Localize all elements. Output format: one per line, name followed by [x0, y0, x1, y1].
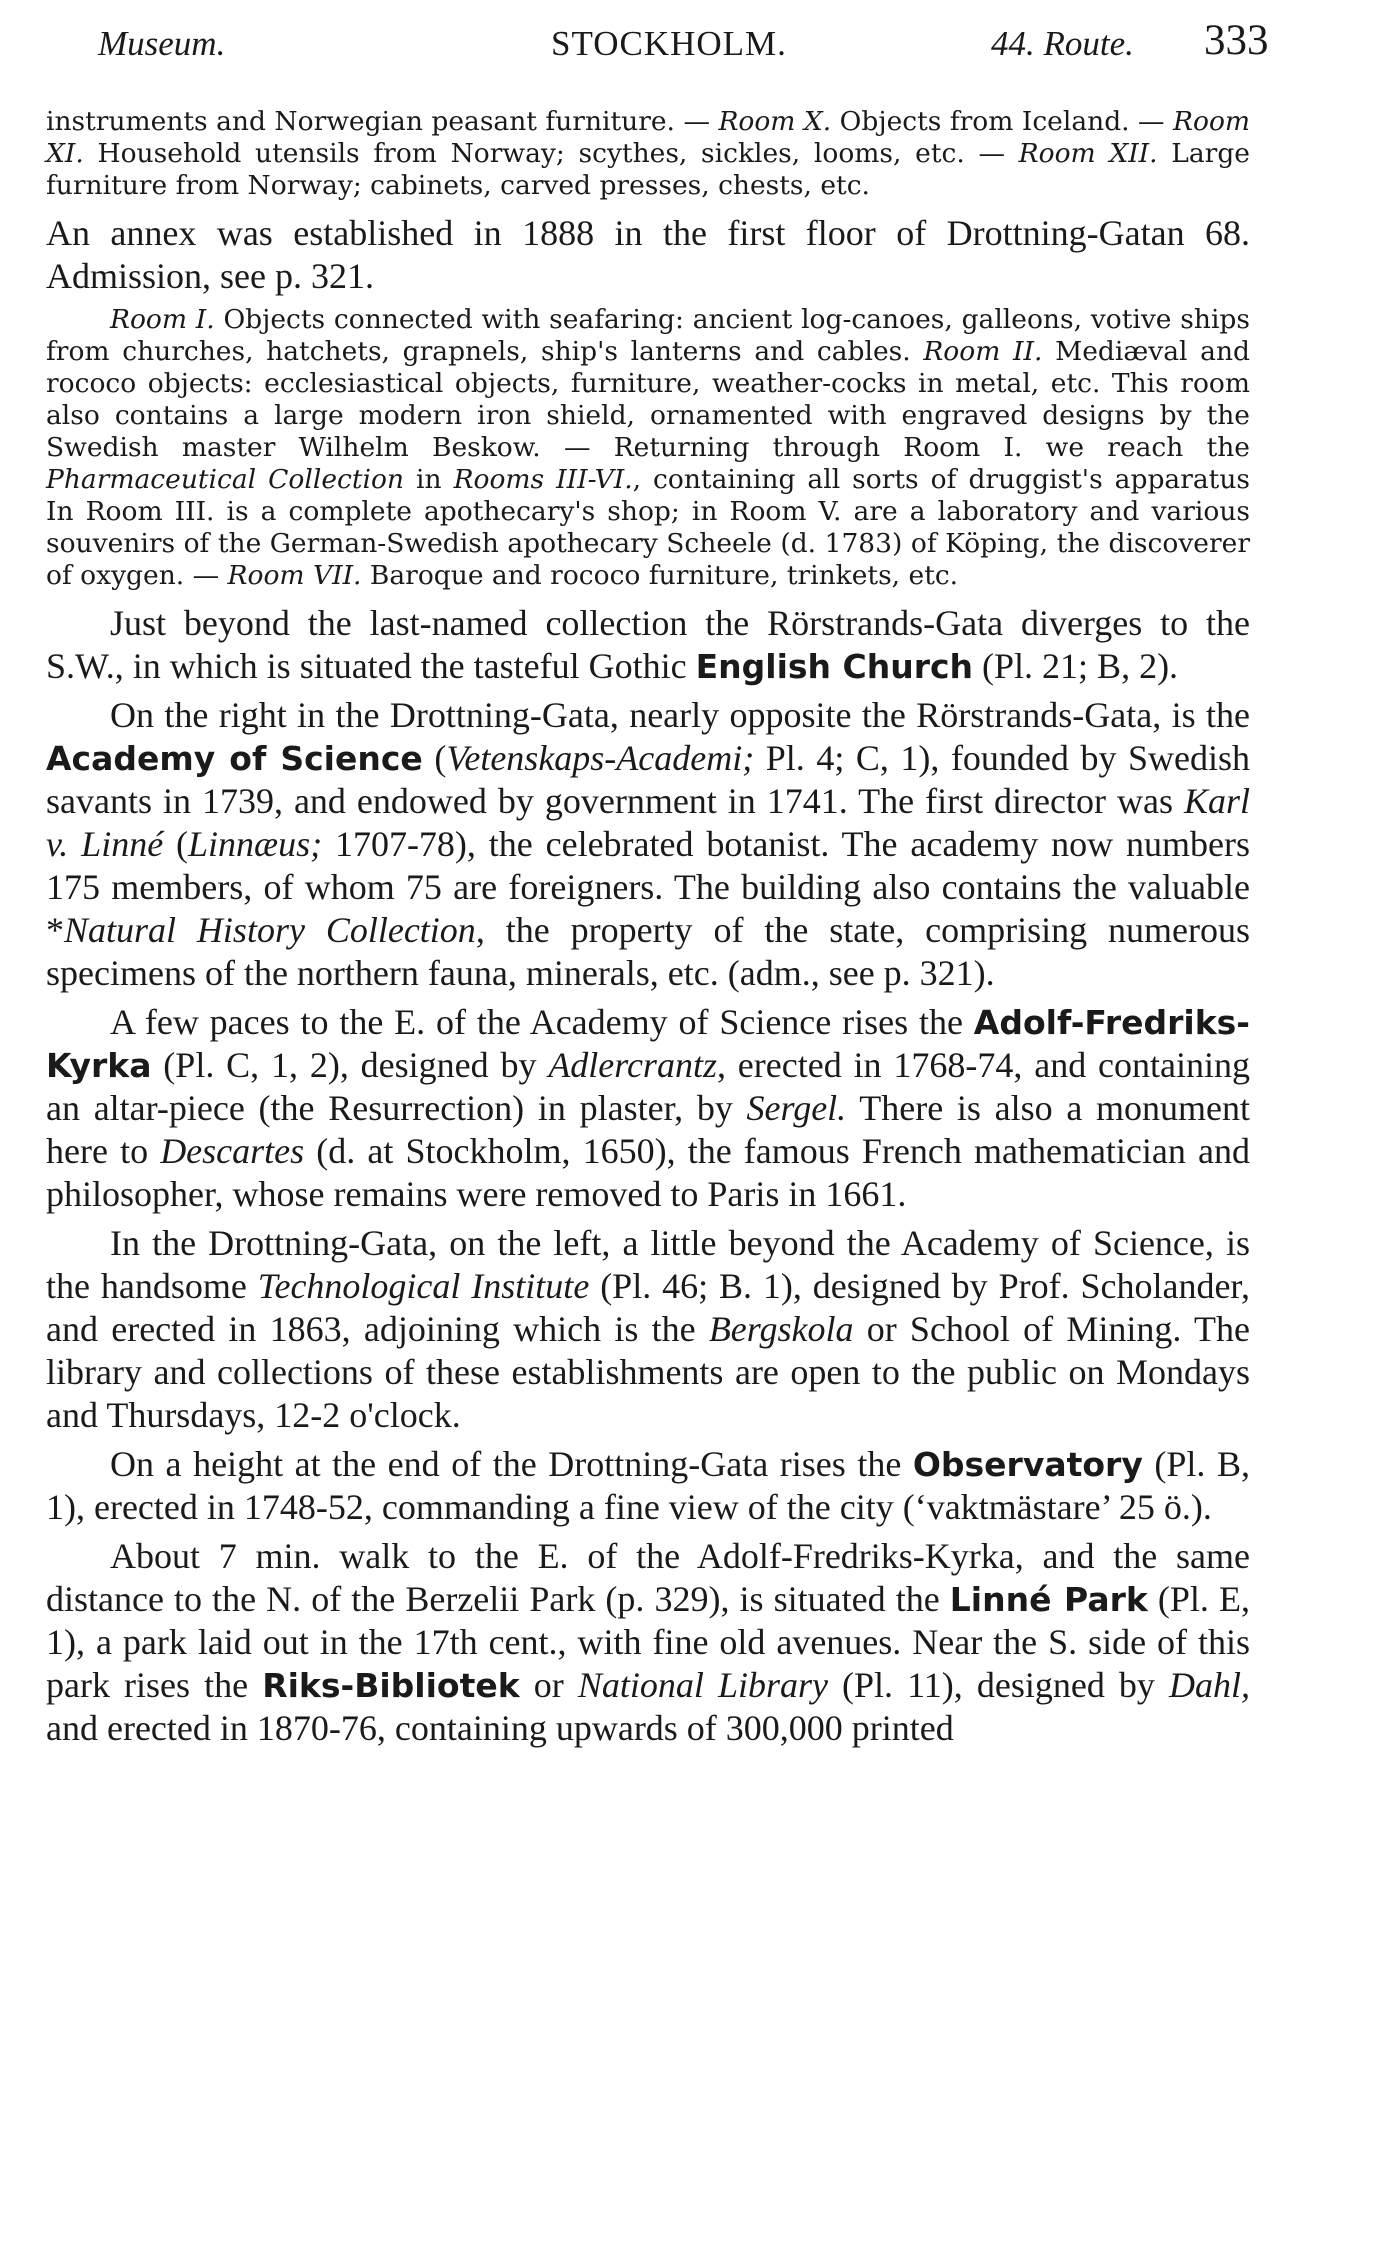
text-run: Large furniture from Norway; cabinets, carved presses, chests, etc. [46, 138, 1250, 201]
text-run: ( [163, 824, 189, 864]
institution-name: National Library [577, 1665, 828, 1705]
text-run: 1707-78), the celebrated botanist. The academy now numbers 175 members, of whom 75 are foreigners. The building also contains the valuable * [46, 824, 1250, 950]
text-run: Just beyond the last-named collection the Rörstrands-Gata diverges to the S.W., in which is situated the tasteful Gothic [46, 603, 1250, 686]
text-run: instruments and Norwegian peasant furniture. — [46, 106, 719, 137]
text-run: Mediæval and rococo objects: ecclesiastical objects, furniture, weather-cocks in metal, etc. This room also contains a large modern iron shield, ornamented with engraved designs by the Swedish master Wilhelm Beskow. — Returning through Room I. we reach the [46, 336, 1250, 463]
text-run: An annex was established in 1888 in the first floor of Drottning-Gatan 68. Admission, see p. 321. [46, 213, 1250, 296]
person-name: Linnæus; [188, 824, 323, 864]
header-route: 44. Route. [991, 24, 1134, 63]
text-run: , containing all sorts of druggist's apparatus In Room III. is a complete apothecary's shop; in Room V. are a laboratory and various souvenirs of the German-Swedish apothecary Scheele (d. 1783) of Köping, the discoverer of oxygen. — [46, 464, 1250, 591]
landmark-name: Riks-Bibliotek [262, 1666, 520, 1705]
paragraph-annex [46, 212, 1250, 298]
text-run: (Pl. 11), designed by [827, 1665, 1169, 1705]
text-run: or School of Mining. The library and collections of these establishments are open to the public on Mondays and Thursdays, 12-2 o'clock. [46, 1309, 1250, 1435]
paragraph-linne-park [46, 1535, 1250, 1750]
text-run: (Pl. 21; B, 2). [973, 646, 1179, 686]
header-section-title: Museum. [98, 24, 226, 63]
person-name: Karl v. Linné [46, 781, 1250, 864]
room-label: Rooms III-VI. [453, 464, 633, 495]
room-label: Room II. [923, 336, 1043, 367]
text-run: , the property of the state, comprising numerous specimens of the northern fauna, minerals, etc. (adm., see p. 321). [46, 910, 1250, 993]
landmark-name: Observatory [912, 1445, 1143, 1484]
header-city-title: STOCKHOLM. [551, 24, 787, 63]
text-run: Baroque and rococo furniture, trinkets, etc. [361, 560, 959, 591]
text-run: On the right in the Drottning-Gata, nearly opposite the Rörstrands-Gata, is the [110, 695, 1250, 735]
text-run: (d. at Stockholm, 1650), the famous French mathematician and philosopher, whose remains were removed to Paris in 1661. [46, 1131, 1250, 1214]
institution-name: Technological Institute [257, 1266, 590, 1306]
text-run: or [519, 1665, 578, 1705]
person-name: Dahl, [1169, 1665, 1250, 1705]
paragraph-technological-institute [46, 1222, 1250, 1437]
book-page [0, 10, 1400, 2266]
room-label: Room XII. [1018, 138, 1158, 169]
collection-name: Pharmaceutical Collection [46, 464, 404, 495]
paragraph-academy-of-science [46, 694, 1250, 995]
text-run: There is also a monument here to [46, 1088, 1251, 1171]
text-run: (Pl. B, 1), erected in 1748-52, commanding a fine view of the city (‘vaktmästare’ 25 ö.). [46, 1444, 1250, 1527]
text-run: (Pl. E, 1), a park laid out in the 17th cent., with fine old avenues. Near the S. side of this park rises the [46, 1579, 1250, 1705]
text-run: Objects connected with seafaring: ancient log-canoes, galleons, votive ships from churches, hatchets, grapnels, ship's lanterns and cables. [46, 304, 1250, 367]
text-run: ( [422, 738, 447, 778]
text-run: Household utensils from Norway; scythes, sickles, looms, etc. — [83, 138, 1019, 169]
person-name: Descartes [160, 1131, 305, 1171]
collection-name: Natural History Collection [64, 910, 476, 950]
text-run: , erected in 1768-74, and containing an altar-piece (the Resurrection) in plaster, by [46, 1045, 1250, 1128]
text-run: and erected in 1870-76, containing upwards of 300,000 printed [46, 1708, 954, 1748]
paragraph-adolf-fredriks-kyrka [46, 1001, 1250, 1216]
italic-term: Vetenskaps-Academi; [446, 738, 755, 778]
text-run: (Pl. C, 1, 2), designed by [151, 1045, 549, 1085]
person-name: Adlercrantz [548, 1045, 717, 1085]
landmark-name: Adolf-Fredriks-Kyrka [46, 1003, 1250, 1085]
paragraph-observatory [46, 1443, 1250, 1529]
running-header [46, 10, 1269, 72]
room-label: Room VII. [227, 560, 362, 591]
page-number: 333 [1204, 17, 1269, 64]
landmark-name: English Church [695, 647, 974, 686]
text-run: A few paces to the E. of the Academy of Science rises the [110, 1002, 974, 1042]
room-label: Room X. [718, 106, 832, 137]
room-label: Room XI. [46, 106, 1251, 169]
person-name: Sergel. [746, 1088, 847, 1128]
paragraph-annex-rooms [46, 304, 1250, 592]
landmark-name: Linné Park [949, 1580, 1148, 1619]
text-run: On a height at the end of the Drottning-Gata rises the [110, 1444, 913, 1484]
text-run: Objects from Iceland. — [831, 106, 1174, 137]
institution-name: Bergskola [708, 1309, 854, 1349]
text-run: in [404, 464, 454, 495]
paragraph-museum-rooms [46, 106, 1250, 202]
landmark-name: Academy of Science [46, 739, 423, 778]
text-run: In the Drottning-Gata, on the left, a little beyond the Academy of Science, is the handsome [46, 1223, 1250, 1306]
text-run: Pl. 4; C, 1), founded by Swedish savants in 1739, and endowed by government in 1741. The first director was [46, 738, 1250, 821]
paragraph-english-church [46, 602, 1250, 688]
text-run: About 7 min. walk to the E. of the Adolf-Fredriks-Kyrka, and the same distance to the N. of the Berzelii Park (p. 329), is situated the [46, 1536, 1250, 1619]
room-label: Room I. [110, 304, 215, 335]
text-run: (Pl. 46; B. 1), designed by Prof. Scholander, and erected in 1863, adjoining which is the [46, 1266, 1250, 1349]
